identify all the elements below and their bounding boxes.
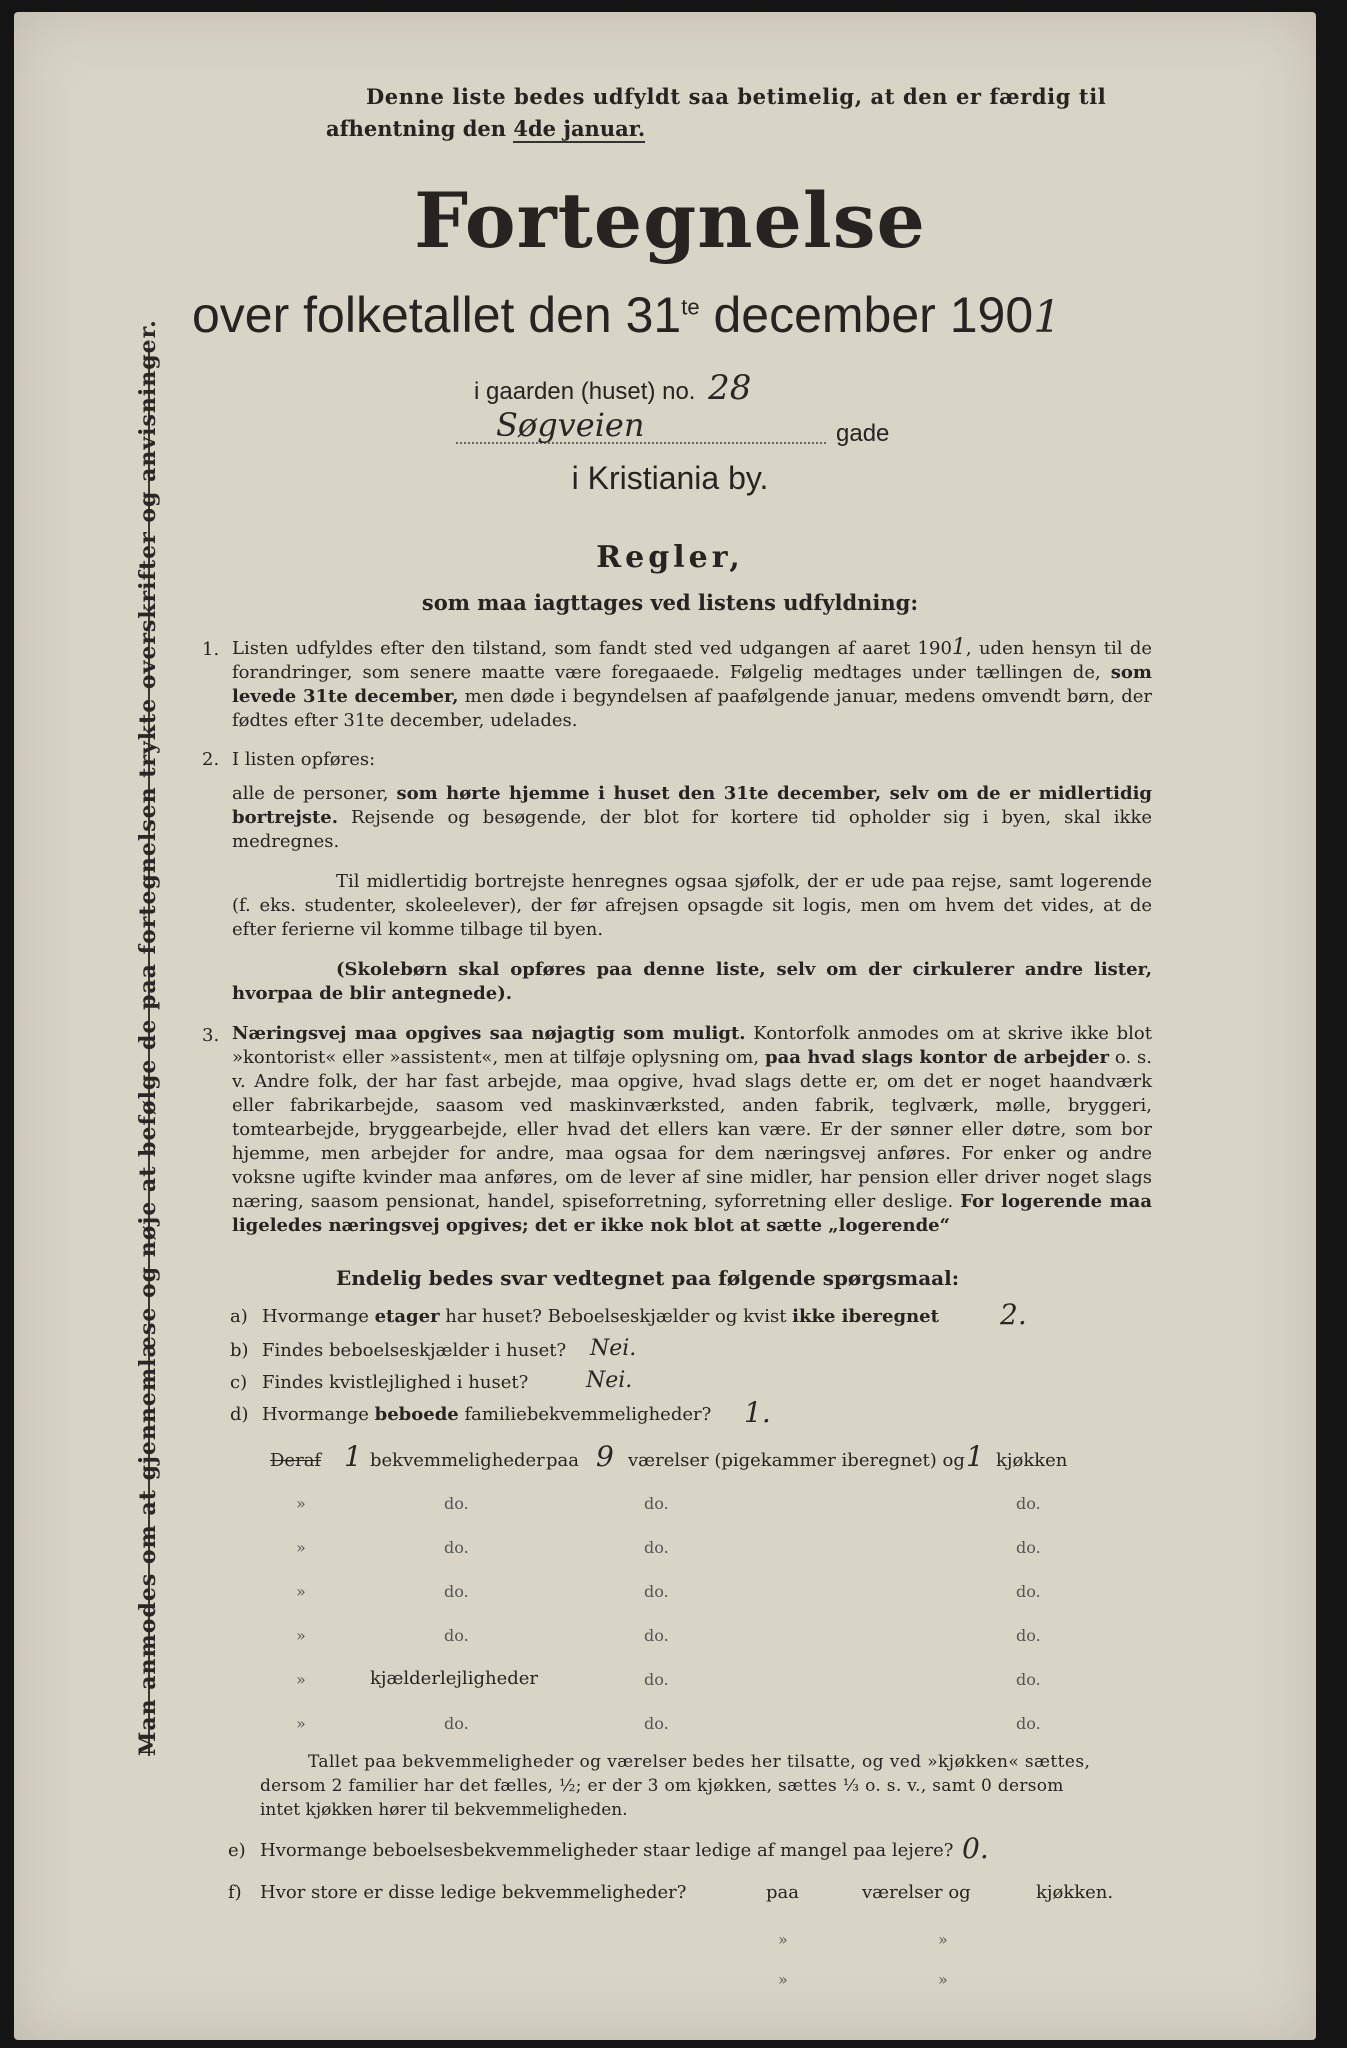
ditto-tick: » (296, 1714, 306, 1733)
subtitle-text: over folketallet den 31 (192, 287, 682, 343)
rule-1-a: Listen udfyldes efter den tilstand, som fandt sted ved udgangen af aaret 190 (232, 638, 952, 659)
rule-2-para-2: Til midlertidig bortrejste henregnes ogsaa sjøfolk, der er ude paa rejse, samt logerende (f. eks. studenter, skoleelever), der før afrejsen opsagde sit logis, men om hvem det vides, at de efter ferierne vil komme tilbage til byen. (232, 871, 1152, 940)
subtitle-sup: te (681, 294, 700, 320)
margin-instruction: Man anmodes om at gjennemlæse og nøje at befølge de paa fortegnelsen trykte overskrifter og anvisninger. (135, 319, 161, 1756)
rules-heading: Regler, (596, 540, 744, 575)
page-title: Fortegnelse (414, 176, 926, 265)
ditto-cell: do. (644, 1494, 669, 1513)
ditto-tick: » (778, 1930, 788, 1949)
rule-2-number: 2. (202, 749, 220, 770)
ditto-cell: do. (444, 1626, 469, 1645)
ditto-cell: do. (1016, 1714, 1041, 1733)
question-a-bold2: ikke iberegnet (792, 1306, 939, 1327)
answer-e-hw: 0. (962, 1832, 989, 1865)
ditto-tick: » (296, 1670, 306, 1689)
ditto-cell: do. (1016, 1494, 1041, 1513)
ditto-cell: do. (1016, 1626, 1041, 1645)
rules-subheading: som maa iagttages ved listens udfyldning: (421, 590, 919, 615)
f-vaerelser-label: værelser og (862, 1882, 971, 1903)
rule-3-a: Kontorfolk anmodes om at skrive ikke blot »kontorist« eller »assistent«, men at tilføje oplysning om, (232, 1023, 1152, 1068)
notice-prefix: afhentning den (326, 116, 514, 141)
kitchen-count-hw: 1 (966, 1440, 984, 1473)
question-f: Hvor store er disse ledige bekvemmeligheder? (260, 1882, 687, 1903)
rule-2-text (232, 782, 1152, 854)
ditto-cell: do. (644, 1626, 669, 1645)
ditto-tick: » (938, 1970, 948, 1989)
subtitle-text2: december 190 (699, 287, 1034, 343)
ditto-tick: » (296, 1626, 306, 1645)
question-a-label: a) (230, 1306, 248, 1327)
bekv-label: bekvemmeligheder (370, 1450, 545, 1471)
rule-3-b: o. s. v. Andre folk, der har fast arbejde, maa opgive, hvad slags dette er, om det er noget haandværk eller fabrikarbejde, saasom ved maskinværksted, anden fabrik, teglværk, mølle, bryggeri, tomtearbejde, bryggearbejde, eller hvad det ellers kan være. Er der sønner eller døtre, som bor hjemme, men arbejder for andre, maa ogsaa for dem næringsvej anføres. For enker og andre voksne ugifte kvinder maa anføres, om de lever af sine midler, har pension eller driver noget slags næring, saasom pensionat, handel, spiseforretning, syforretning eller deslige. (232, 1047, 1152, 1212)
ditto-cell: do. (644, 1582, 669, 1601)
f-paa-label: paa (766, 1882, 799, 1903)
page-subtitle (192, 286, 1061, 344)
question-b-label: b) (230, 1340, 249, 1361)
question-b: Findes beboelseskjælder i huset? (262, 1340, 567, 1361)
city-line: i Kristiania by. (571, 460, 769, 496)
rule-1-year-hw: 1 (951, 635, 966, 660)
rule-1-text (232, 636, 1152, 733)
question-e: Hvormange beboelsesbekvemmeligheder staar ledige af mangel paa lejere? (260, 1840, 954, 1861)
ditto-cell: do. (444, 1494, 469, 1513)
ditto-tick: » (778, 1970, 788, 1989)
question-d (262, 1404, 711, 1425)
kjaelder-label: kjælderlejligheder (370, 1668, 538, 1689)
footnote-line-3: intet kjøkken hører til bekvemmeligheden. (260, 1800, 628, 1820)
notice-line-2 (326, 116, 645, 141)
ditto-tick: » (296, 1538, 306, 1557)
answer-a-hw: 2. (1000, 1298, 1027, 1331)
rule-2-bold: som hørte hjemme i huset den 31te december, selv om de er midlertidig bortrejste. (232, 783, 1153, 828)
street-name-hw: Søgveien (496, 406, 645, 444)
question-a-text2: har huset? Beboelseskjælder og kvist (439, 1306, 793, 1327)
answer-b-hw: Nei. (590, 1336, 637, 1361)
question-c: Findes kvistlejlighed i huset? (262, 1372, 529, 1393)
rule-2-b: Rejsende og besøgende, der blot for kortere tid opholder sig i byen, skal ikke medregnes. (232, 807, 1152, 852)
rule-3-bold-1: Næringsvej maa opgives saa nøjagtig som muligt. (232, 1023, 746, 1044)
ditto-cell: do. (444, 1538, 469, 1557)
gaard-label: i gaarden (huset) no. (474, 378, 696, 405)
answer-d-hw: 1. (744, 1396, 771, 1429)
ditto-cell: do. (1016, 1670, 1041, 1689)
ditto-cell: do. (644, 1714, 669, 1733)
vaerelser-label: værelser (pigekammer iberegnet) og (628, 1450, 965, 1471)
notice-line-1: Denne liste bedes udfyldt saa betimelig, at den er færdig til (366, 84, 1107, 109)
question-d-label: d) (230, 1404, 249, 1425)
rule-1-bold: som levede 31te december, (232, 662, 1152, 707)
ditto-cell: do. (444, 1714, 469, 1733)
question-a-bold1: etager (374, 1306, 440, 1327)
footnote-line-2: dersom 2 familier har det fælles, ½; er der 3 om kjøkken, sættes ⅓ o. s. v., samt 0 dersom (260, 1776, 1064, 1796)
rule-2-a: alle de personer, (232, 783, 397, 804)
questions-heading: Endelig bedes svar vedtegnet paa følgende spørgsmaal: (336, 1266, 960, 1290)
rule-1-b: , uden hensyn til de forandringer, som senere maatte være foregaaede. Følgelig medtages under tællingen de, (232, 638, 1152, 683)
gade-label: gade (836, 420, 890, 447)
rule-2-intro: I listen opføres: (232, 749, 376, 770)
gaard-line (474, 368, 751, 408)
room-count-hw: 9 (596, 1440, 614, 1473)
rule-1-c: men døde i begyndelsen af paafølgende januar, medens omvendt børn, der fødtes efter 31te december, udelades. (232, 686, 1153, 731)
ditto-cell: do. (1016, 1538, 1041, 1557)
year-digit-hw: 1 (1033, 292, 1062, 343)
rule-3-number: 3. (202, 1025, 220, 1046)
question-f-label: f) (228, 1882, 242, 1903)
question-c-label: c) (230, 1372, 248, 1393)
ditto-cell: do. (1016, 1582, 1041, 1601)
rule-3-text (232, 1022, 1152, 1238)
ditto-cell: do. (444, 1582, 469, 1601)
ditto-tick: » (938, 1930, 948, 1949)
answer-c-hw: Nei. (586, 1368, 633, 1393)
rule-3-bold-3: For logerende maa ligeledes næringsvej opgives; det er ikke nok blot at sætte „logerende“ (232, 1191, 1153, 1236)
deraf-struck: Deraf (270, 1450, 322, 1471)
question-a-text1: Hvormange (262, 1306, 375, 1327)
paa-label: paa (546, 1450, 579, 1471)
rule-3-bold-2: paa hvad slags kontor de arbejder (765, 1047, 1109, 1068)
question-e-label: e) (228, 1840, 246, 1861)
street-field (456, 406, 826, 444)
rule-2-para-3: (Skolebørn skal opføres paa denne liste, selv om der cirkulerer andre lister, hvorpaa de blir antegnede). (232, 959, 1152, 1004)
ditto-tick: » (296, 1582, 306, 1601)
notice-date: 4de januar. (513, 116, 646, 141)
gaard-number-hw: 28 (708, 368, 752, 408)
question-a (262, 1306, 939, 1327)
rule-1-number: 1. (202, 639, 220, 660)
ditto-cell: do. (644, 1538, 669, 1557)
ditto-cell: do. (644, 1670, 669, 1689)
f-kjokken-label: kjøkken. (1036, 1882, 1114, 1903)
question-d-text2: familiebekvemmeligheder? (458, 1404, 712, 1425)
kjokken-label: kjøkken (996, 1450, 1068, 1471)
question-d-text1: Hvormange (262, 1404, 375, 1425)
footnote-line-1: Tallet paa bekvemmeligheder og værelser bedes her tilsatte, og ved »kjøkken« sættes, (308, 1752, 1091, 1772)
question-d-bold: beboede (374, 1404, 459, 1425)
ditto-tick: » (296, 1494, 306, 1513)
dwelling-count-hw: 1 (344, 1440, 362, 1473)
